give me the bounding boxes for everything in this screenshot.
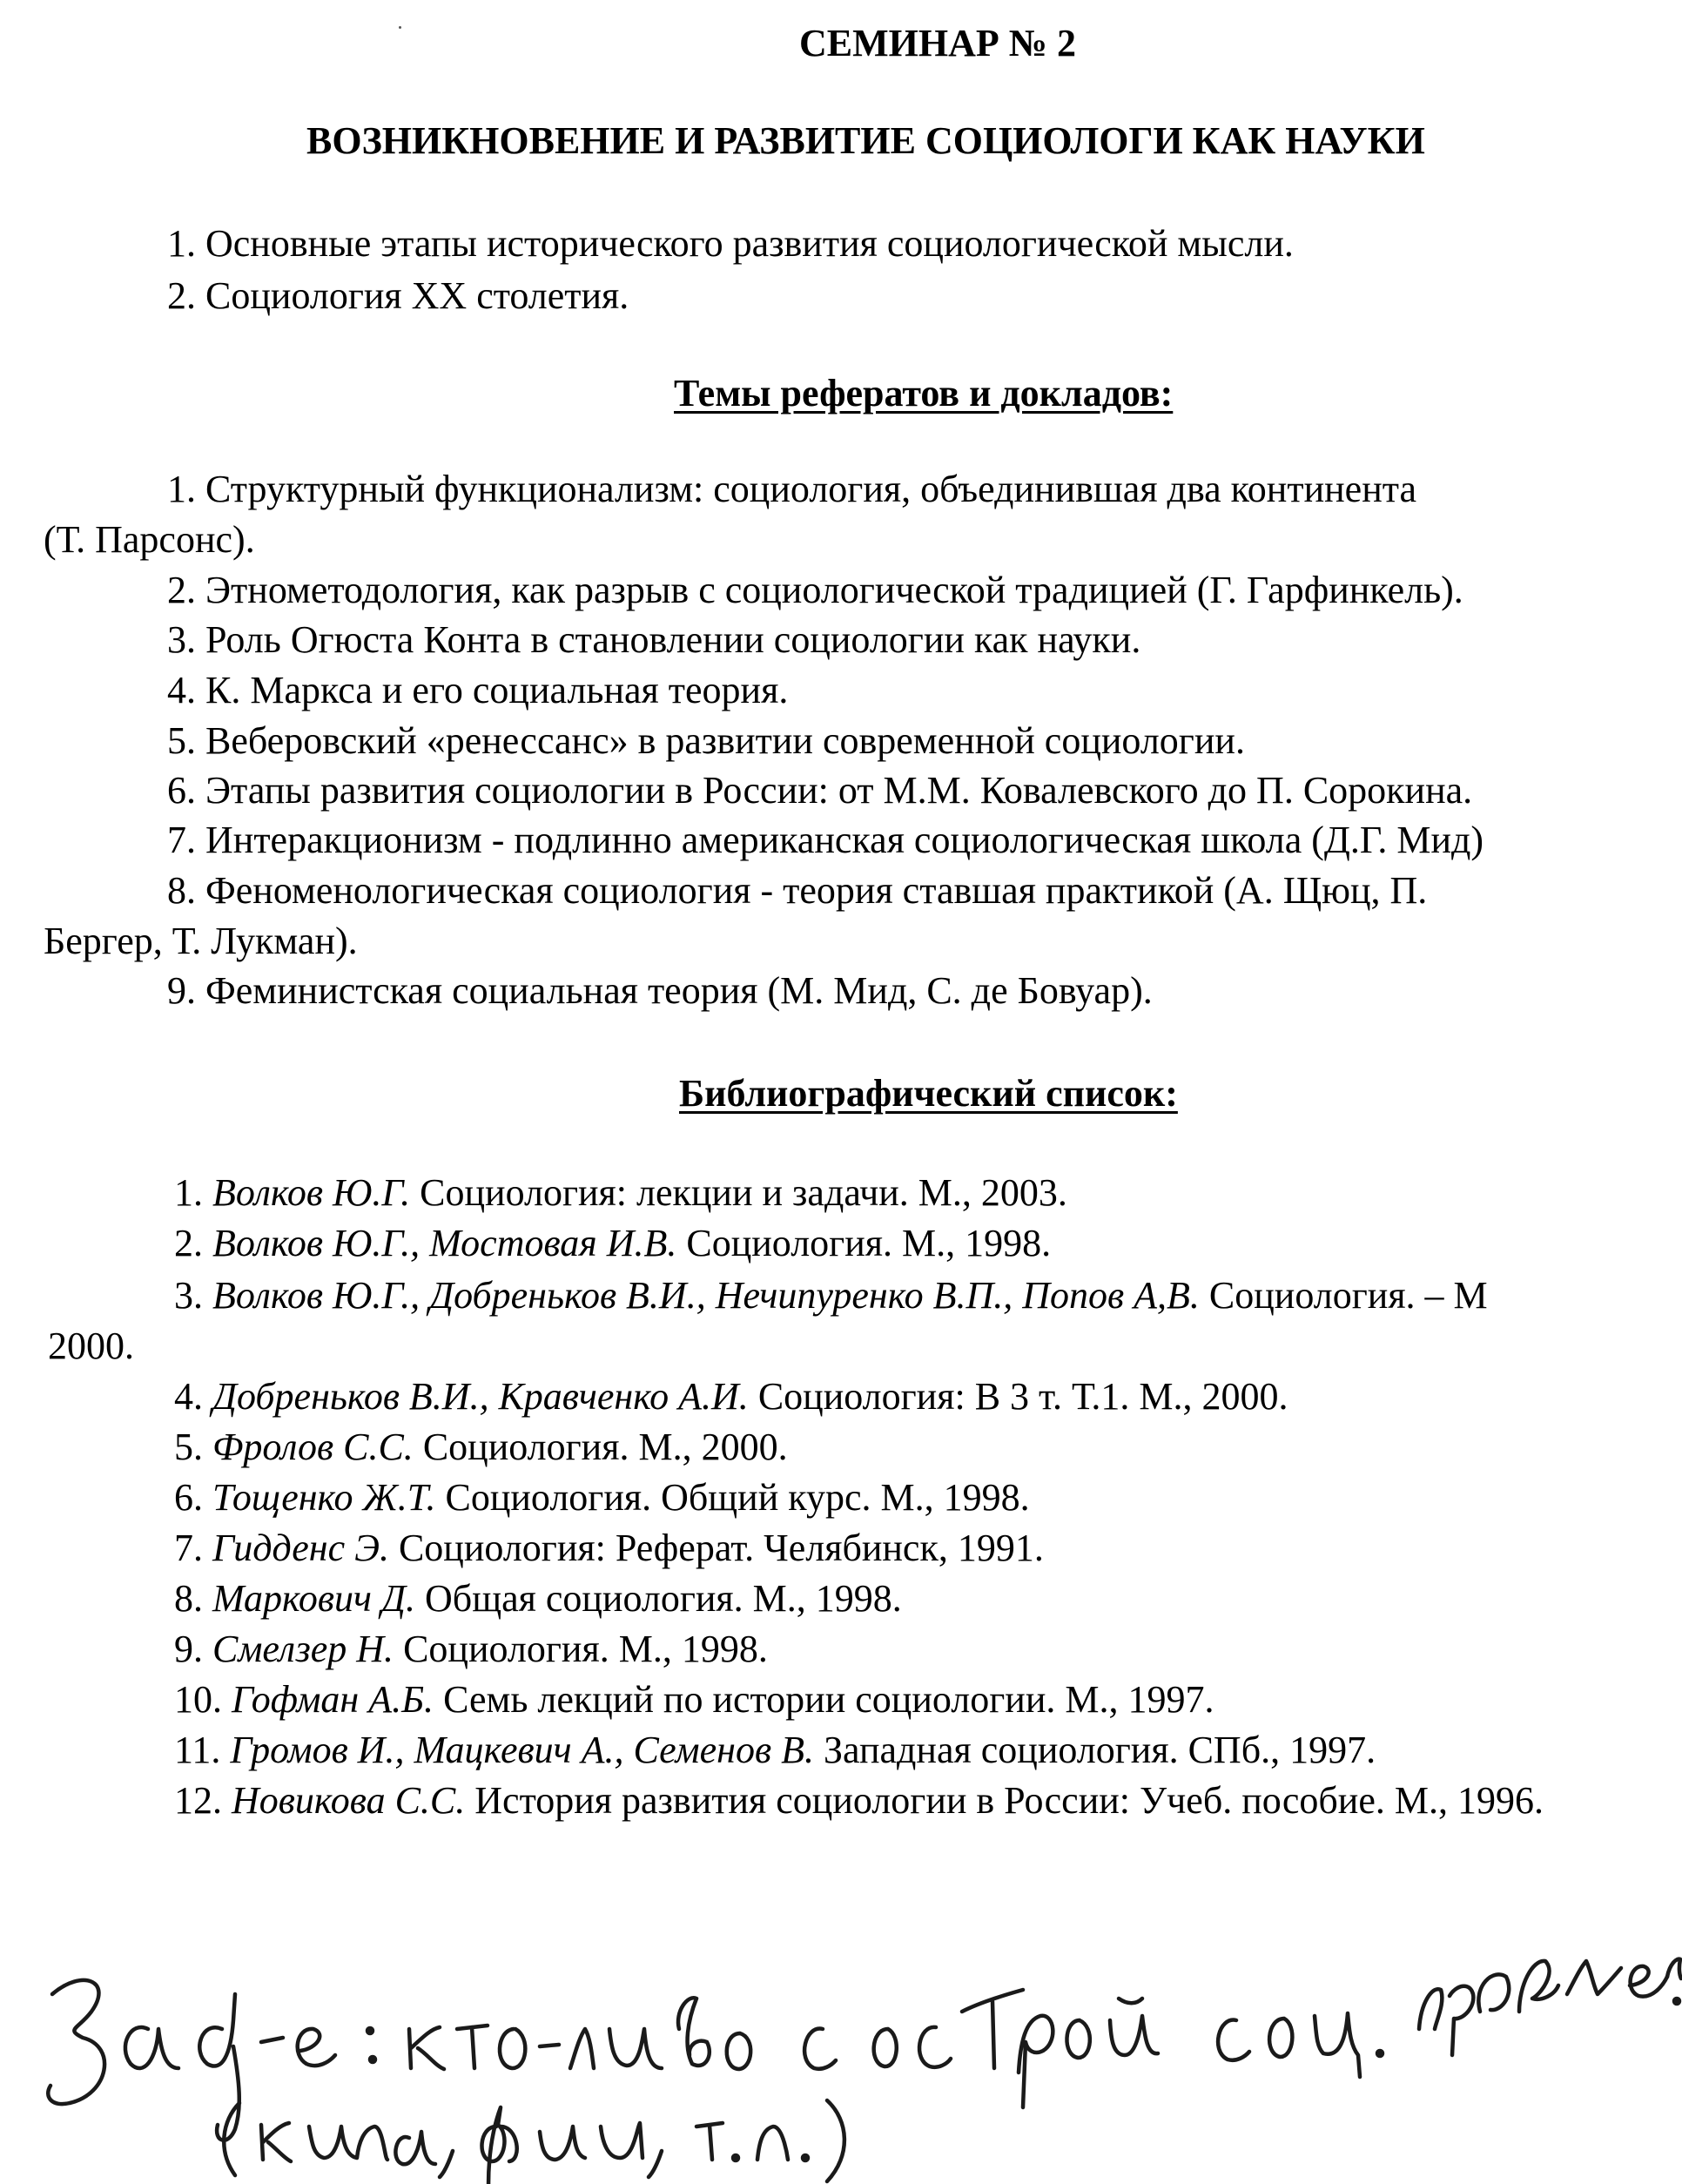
topics-heading: Темы рефератов и докладов: [674,372,1174,415]
topic-line: 7. Интеракционизм - подлинно американская социологическая школа (Д.Г. Мид) [167,819,1484,861]
bib-authors: Новикова С.С. [232,1779,466,1822]
bib-num: 8. [174,1577,203,1620]
bib-authors: Фролов С.С. [212,1426,414,1468]
topic-line: 3. Роль Огюста Конта в становлении социологии как науки. [167,618,1141,661]
bibliography-item [174,1726,1376,1775]
bibliography-item [174,1473,1030,1522]
bib-num: 10. [174,1678,222,1721]
bibliography-item [174,1524,1044,1573]
bibliography-item [174,1675,1214,1724]
bib-num: 2. [174,1222,203,1264]
scan-speck [399,26,401,29]
bib-authors: Гофман А.Б. [232,1678,434,1721]
bib-authors: Маркович Д. [212,1577,416,1620]
handwritten-note [0,1898,1682,2184]
bib-authors: Волков Ю.Г., Добреньков В.И., Нечипуренко В.П., Попов А,В. [212,1274,1200,1317]
bib-rest: Социология. М., 1998. [394,1628,768,1670]
seminar-title: СЕМИНАР № 2 [799,22,1076,64]
question-1: 1. Основные этапы исторического развития социологической мысли. [167,222,1294,265]
bib-authors: Волков Ю.Г., Мостовая И.В. [212,1222,677,1264]
bib-rest: Западная социология. СПб., 1997. [813,1729,1376,1771]
bib-rest: Общая социология. М., 1998. [415,1577,902,1620]
bibliography-item [174,1372,1288,1421]
bib-authors: Смелзер Н. [212,1628,394,1670]
bibliography-heading: Библиографический список: [679,1072,1178,1115]
bib-rest: История развития социологии в России: Учеб. пособие. М., 1996. [465,1779,1544,1822]
bibliography-item [174,1625,768,1674]
bibliography-item [174,1423,788,1472]
bib-num: 9. [174,1628,203,1670]
bib-authors: Громов И., Мацкевич А., Семенов В. [230,1729,814,1771]
bib-rest: Социология. Общий курс. М., 1998. [435,1476,1030,1519]
bib-rest: Социология: лекции и задачи. М., 2003. [410,1171,1067,1214]
bib-rest: Семь лекций по истории социологии. М., 1997. [434,1678,1214,1721]
topic-line: Бергер, Т. Лукман). [44,920,358,962]
bib-rest: Социология. – М [1199,1274,1488,1317]
bib-authors: Волков Ю.Г. [212,1171,411,1214]
bib-authors: Тощенко Ж.Т. [212,1476,436,1519]
bib-num: 4. [174,1375,203,1418]
topic-line: 4. К. Маркса и его социальная теория. [167,669,789,711]
bibliography-item [174,1219,1051,1268]
seminar-subtitle: ВОЗНИКНОВЕНИЕ И РАЗВИТИЕ СОЦИОЛОГИ КАК НАУКИ [306,119,1425,162]
topic-line: 5. Веберовский «ренессанс» в развитии современной социологии. [167,719,1245,762]
topic-line: 1. Структурный функционализм: социология, объединившая два континента [167,468,1417,510]
bib-num: 5. [174,1426,203,1468]
bibliography-item [174,1169,1067,1217]
bib-authors: Добреньков В.И., Кравченко А.И. [212,1375,749,1418]
topic-line: 2. Этнометодология, как разрыв с социологической традицией (Г. Гарфинкель). [167,569,1463,611]
topic-line: (Т. Парсонс). [44,518,255,561]
bib-num: 12. [174,1779,222,1822]
bibliography-item [174,1271,1488,1320]
bib-authors: Гидденс Э. [212,1527,389,1569]
question-2: 2. Социология XX столетия. [167,274,629,317]
bib-rest: Социология. М., 2000. [413,1426,788,1468]
topic-line: 9. Феминистская социальная теория (М. Мид, С. де Бовуар). [167,969,1153,1012]
bib-num: 1. [174,1171,203,1214]
bib-rest: Социология. М., 1998. [676,1222,1052,1264]
bib-rest: Социология: В 3 т. Т.1. М., 2000. [748,1375,1288,1418]
topic-line: 6. Этапы развития социологии в России: от М.М. Ковалевского до П. Сорокина. [167,769,1473,812]
bibliography-item [174,1574,902,1623]
bib-rest: Социология: Реферат. Челябинск, 1991. [388,1527,1044,1569]
bibliography-item [174,1776,1544,1825]
topic-line: 8. Феноменологическая социология - теория ставшая практикой (А. Щюц, П. [167,869,1428,912]
bib-num: 7. [174,1527,203,1569]
bib-num: 6. [174,1476,203,1519]
bib-num: 11. [174,1729,221,1771]
bibliography-item-continuation: 2000. [48,1325,134,1367]
bib-num: 3. [174,1274,203,1317]
